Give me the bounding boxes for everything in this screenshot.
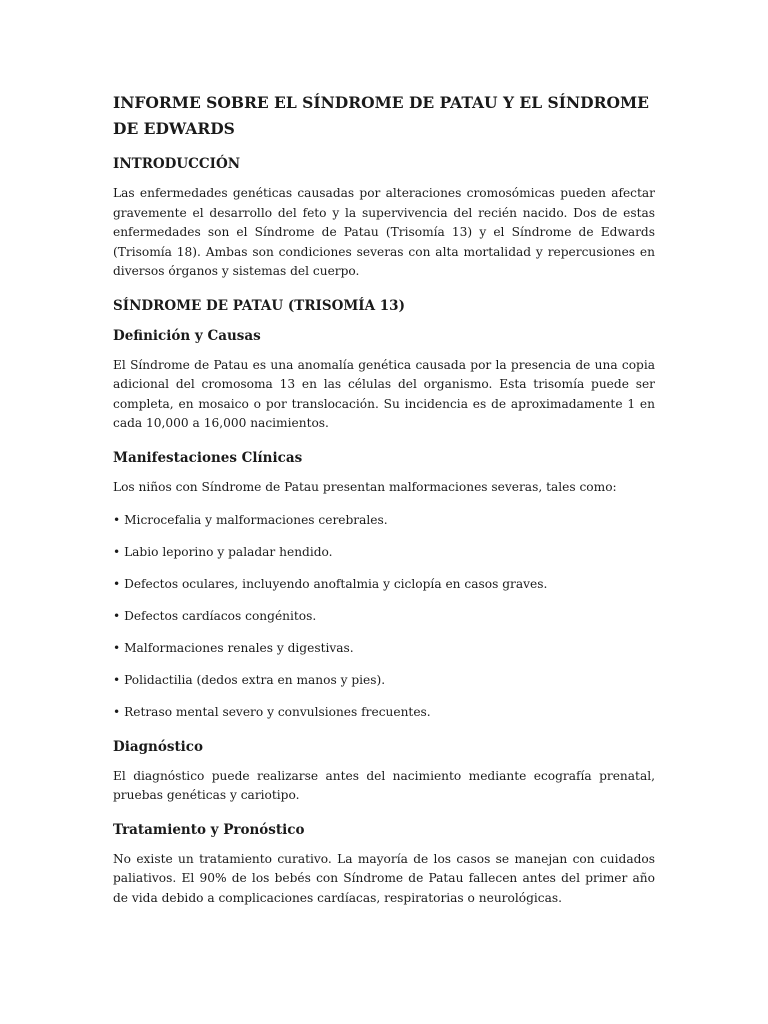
definition-heading: Definición y Causas bbox=[113, 327, 261, 344]
document-page bbox=[113, 90, 655, 922]
list-item: • Retraso mental severo y convulsiones frecuentes. bbox=[113, 705, 431, 719]
intro-heading: INTRODUCCIÓN bbox=[113, 156, 241, 172]
document-title: INFORME SOBRE EL SÍNDROME DE PATAU Y EL SÍNDROME DE EDWARDS bbox=[113, 93, 649, 138]
list-item: • Defectos oculares, incluyendo anoftalmia y ciclopía en casos graves. bbox=[113, 577, 548, 591]
intro-paragraph: Las enfermedades genéticas causadas por alteraciones cromosómicas pueden afectar gravemente el desarrollo del feto y la supervivencia del recién nacido. Dos de estas enfermedades son el Síndrome de Patau (Trisomía 13) y el Síndrome de Edwards (Trisomía 18). Ambas son condiciones severas con alta mortalidad y repercusiones en diversos órganos y sistemas del cuerpo. bbox=[113, 186, 655, 278]
list-item: • Defectos cardíacos congénitos. bbox=[113, 609, 317, 623]
list-item: • Labio leporino y paladar hendido. bbox=[113, 545, 333, 559]
clinical-heading: Manifestaciones Clínicas bbox=[113, 449, 303, 466]
treatment-heading: Tratamiento y Pronóstico bbox=[113, 821, 305, 838]
diagnosis-heading: Diagnóstico bbox=[113, 738, 204, 755]
patau-heading: SÍNDROME DE PATAU (TRISOMÍA 13) bbox=[113, 297, 405, 314]
list-item: • Polidactilia (dedos extra en manos y pies). bbox=[113, 673, 386, 687]
treatment-paragraph: No existe un tratamiento curativo. La mayoría de los casos se manejan con cuidados paliativos. El 90% de los bebés con Síndrome de Patau fallecen antes del primer año de vida debido a complicaciones cardíacas, respiratorias o neurológicas. bbox=[113, 851, 655, 905]
clinical-intro: Los niños con Síndrome de Patau presentan malformaciones severas, tales como: bbox=[113, 479, 617, 494]
clinical-bullet-list bbox=[113, 511, 655, 723]
diagnosis-paragraph: El diagnóstico puede realizarse antes del nacimiento mediante ecografía prenatal, pruebas genéticas y cariotipo. bbox=[113, 768, 655, 802]
list-item: • Microcefalia y malformaciones cerebrales. bbox=[113, 513, 388, 527]
list-item: • Malformaciones renales y digestivas. bbox=[113, 641, 354, 655]
definition-paragraph: El Síndrome de Patau es una anomalía genética causada por la presencia de una copia adicional del cromosoma 13 en las células del organismo. Esta trisomía puede ser completa, en mosaico o por translocación. Su incidencia es de aproximadamente 1 en cada 10,000 a 16,000 nacimientos. bbox=[113, 357, 655, 430]
